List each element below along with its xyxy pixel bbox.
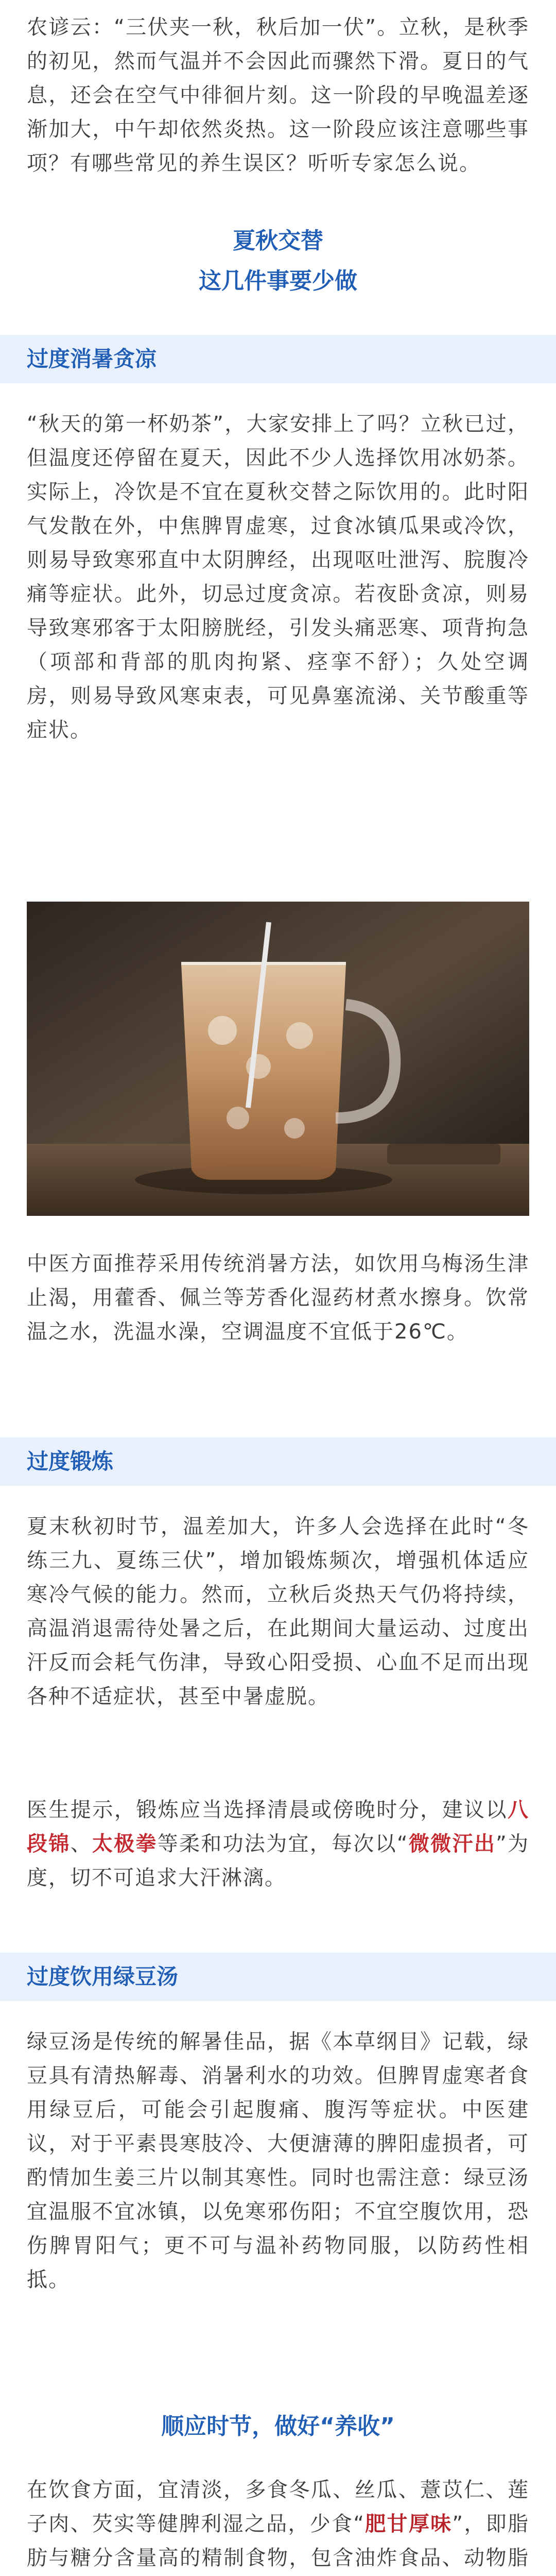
section2-paragraph-2-block <box>27 1793 529 1895</box>
section3-paragraph-block <box>27 2025 529 2297</box>
section4-paragraph-1: 在饮食方面，宜清淡，多食冬瓜、丝瓜、薏苡仁、莲子肉、芡实等健脾利湿之品，少食“肥甘厚味”，即脂肪与糖分含量高的精制食物，包含油炸食品、动物脂 <box>27 2478 529 2570</box>
section-heading-mungbean: 过度饮用绿豆汤 <box>27 1964 179 1989</box>
intro-block <box>27 10 529 180</box>
section2-paragraph-1: 夏末秋初时节，温差加大，许多人会选择在此时“冬练三九、夏练三伏”，增加锻炼频次，增强机体适应寒冷气候的能力。然而，立秋后炎热天气仍将持续，高温消退需待处暑之后，在此期间大量运动、过度出汗反而会耗气伤津，导致心阳受损、心血不足而出现各种不适症状，甚至中暑虚脱。 <box>27 1515 529 1708</box>
section3-paragraph-1: 绿豆汤是传统的解暑佳品，据《本草纲目》记载，绿豆具有清热解毒、消暑利水的功效。但脾胃虚寒者食用绿豆后，可能会引起腹痛、腹泻等症状。中医建议，对于平素畏寒肢冷、大便溏薄的脾阳虚损者，可酌情加生姜三片以制其寒性。同时也需注意：绿豆汤宜温服不宜冰镇，以免寒邪伤阳；不宜空腹饮用，恐伤脾胃阳气；更不可与温补药物同服，以防药性相抵。 <box>27 2030 529 2292</box>
section-header-bar <box>0 335 556 383</box>
milk-tea-photo <box>27 902 529 1216</box>
section4-title: 顺应时节，做好“养收” <box>161 2413 395 2439</box>
section-header-bar-2 <box>0 1437 556 1486</box>
section1-paragraph-2: 中医方面推荐采用传统消暑方法，如饮用乌梅汤生津止渴，用藿香、佩兰等芳香化湿药材煮水擦身。饮常温之水，洗温水澡，空调温度不宜低于26℃。 <box>27 1252 529 1344</box>
section2-paragraph-block <box>27 1510 529 1714</box>
milk-tea-image <box>27 902 529 1216</box>
highlight-light-sweat: 微微汗出 <box>408 1832 496 1856</box>
section1-paragraph-block <box>27 407 529 747</box>
section-header-bar-3 <box>0 1953 556 2001</box>
section-heading-overcooling: 过度消暑贪凉 <box>27 346 157 371</box>
highlight-taijiquan: 太极拳 <box>92 1832 158 1856</box>
highlight-baduanjin: 八段锦 <box>27 1798 529 1856</box>
section-heading-overexercise: 过度锻炼 <box>27 1449 114 1474</box>
section2-paragraph-2: 医生提示，锻炼应当选择清晨或傍晚时分，建议以八段锦、太极拳等柔和功法为宜，每次以“微微汗出”为度，切不可追求大汗淋漓。 <box>27 1798 530 1890</box>
highlight-rich-food: 肥甘厚味 <box>364 2512 453 2536</box>
title-line-2: 这几件事要少做 <box>199 268 357 294</box>
title-line-1: 夏秋交替 <box>233 228 323 254</box>
section4-paragraph-1-block <box>27 2473 529 2576</box>
section1-paragraph-1: “秋天的第一杯奶茶”，大家安排上了吗？立秋已过，但温度还停留在夏天，因此不少人选择饮用冰奶茶。实际上，冷饮是不宜在夏秋交替之际饮用的。此时阳气发散在外，中焦脾胃虚寒，过食冰镇瓜果或冷饮，则易导致寒邪直中太阴脾经，出现呕吐泄泻、脘腹冷痛等症状。此外，切忌过度贪凉。若夜卧贪凉，则易导致寒邪客于太阳膀胱经，引发头痛恶寒、项背拘急（项部和背部的肌肉拘紧、痉挛不舒）；久处空调房，则易导致风寒束表，可见鼻塞流涕、关节酸重等症状。 <box>27 412 529 742</box>
section1-paragraph-2-block <box>27 1247 529 1349</box>
intro-paragraph: 农谚云：“三伏夹一秋，秋后加一伏”。立秋，是秋季的初见，然而气温并不会因此而骤然下滑。夏日的气息，还会在空气中徘徊片刻。这一阶段的早晚温差逐渐加大，中午却依然炎热。这一阶段应该注意哪些事项？有哪些常见的养生误区？听听专家怎么说。 <box>27 15 529 175</box>
